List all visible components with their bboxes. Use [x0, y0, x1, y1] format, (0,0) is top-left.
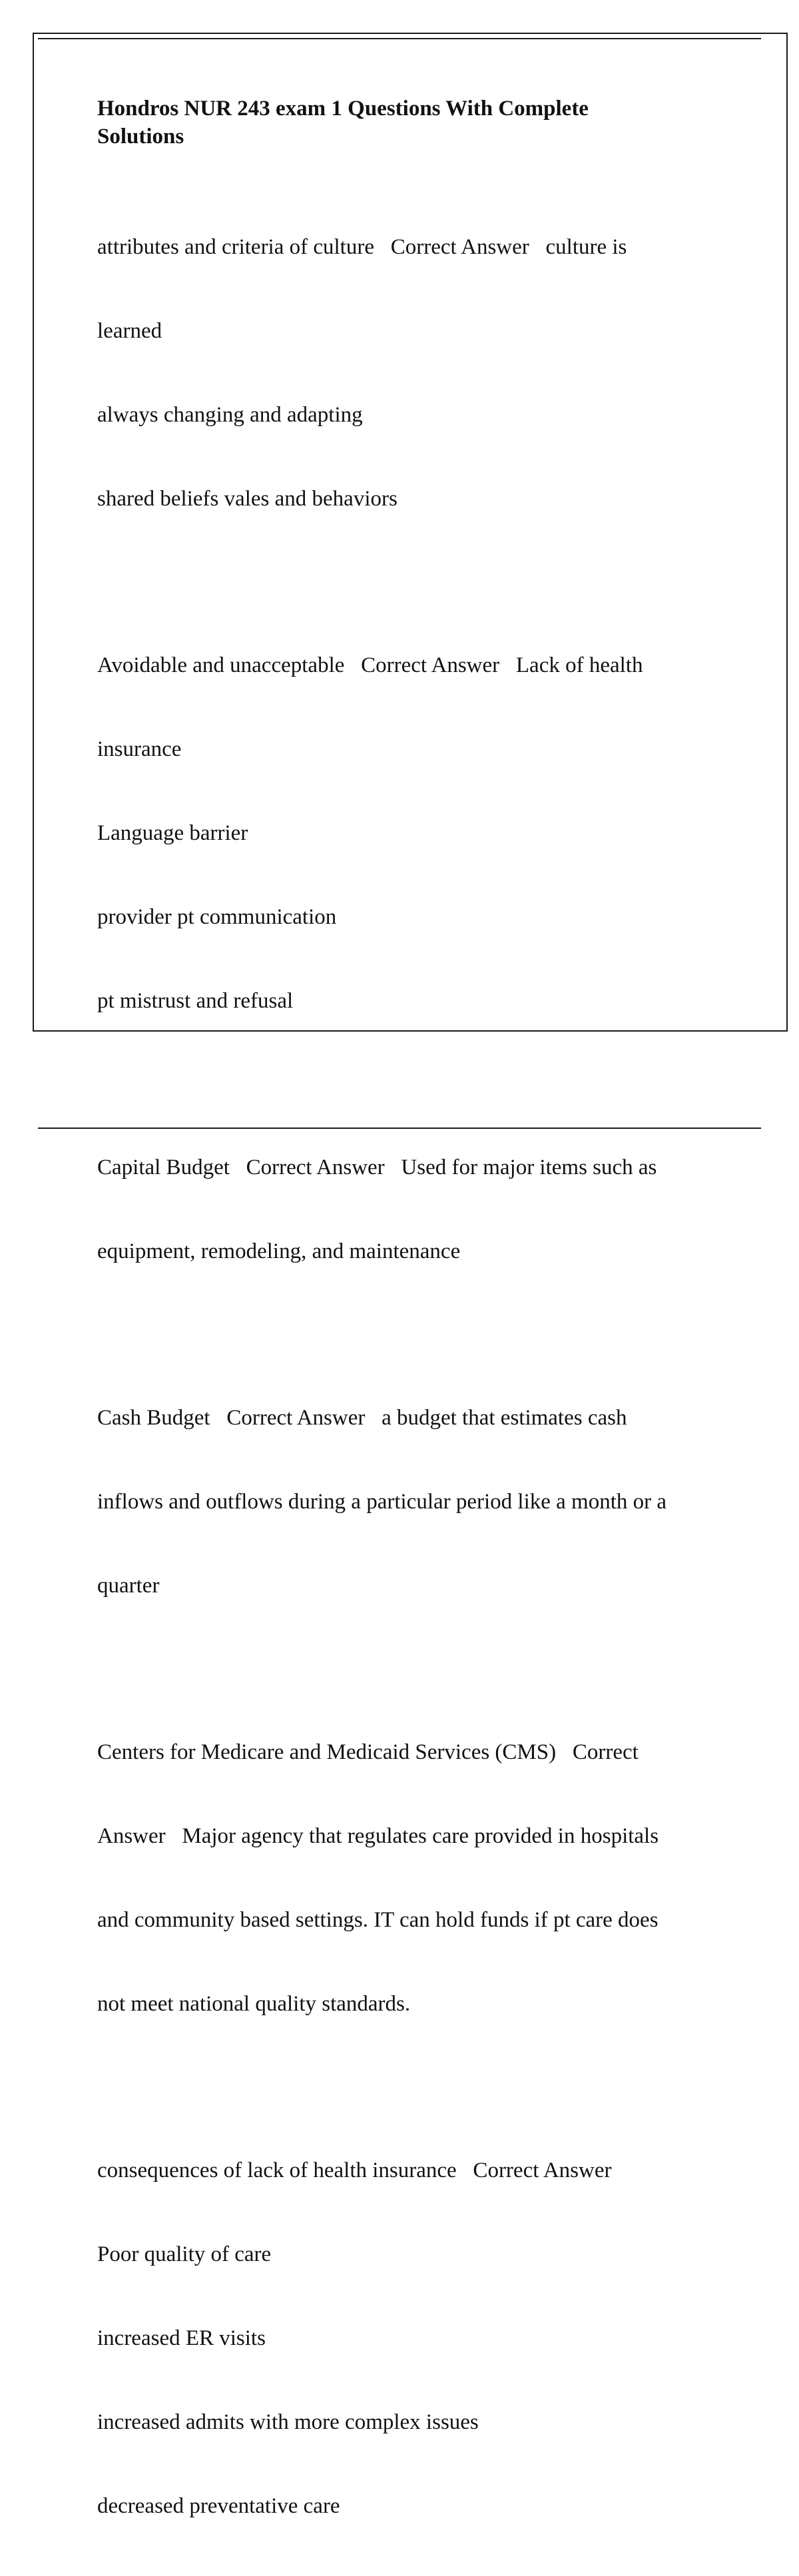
document-title — [97, 95, 730, 151]
qa-text-line: increased admits with more complex issues — [97, 2410, 479, 2434]
qa-text-line: provider pt communication — [97, 905, 337, 929]
qa-entry — [97, 1098, 730, 1321]
qa-text-line: not meet national quality standards. — [97, 1992, 411, 2016]
qa-text-line: Avoidable and unacceptable Correct Answer Lack of health — [97, 653, 643, 677]
document-title-line: Hondros NUR 243 exam 1 Questions With Complete — [97, 97, 589, 121]
qa-text-line: inflows and outflows during a particular period like a month or a — [97, 1490, 667, 1514]
qa-text-line: decreased preventative care — [97, 2494, 340, 2518]
header-rule — [38, 38, 761, 39]
qa-text-line: attributes and criteria of culture Correct Answer culture is — [97, 235, 627, 259]
qa-entry — [97, 595, 730, 1071]
qa-text-line: quarter — [97, 1574, 160, 1598]
qa-text-line: Capital Budget Correct Answer Used for major items such as — [97, 1155, 657, 1179]
qa-text-line: Answer Major agency that regulates care provided in hospitals — [97, 1824, 659, 1848]
qa-text-line: insurance — [97, 737, 182, 761]
qa-text-line: consequences of lack of health insurance Correct Answer — [97, 2158, 612, 2182]
qa-text-line: always changing and adapting — [97, 403, 363, 427]
qa-text-line: learned — [97, 319, 162, 343]
qa-entry — [97, 2100, 730, 2576]
document-body — [97, 95, 730, 2576]
qa-text-line: shared beliefs vales and behaviors — [97, 487, 398, 511]
qa-entry — [97, 177, 730, 569]
qa-text-line: Language barrier — [97, 821, 248, 845]
qa-text-line: pt mistrust and refusal — [97, 989, 294, 1013]
qa-entry — [97, 1682, 730, 2074]
document-title-line: Solutions — [97, 125, 184, 149]
qa-text-line: Poor quality of care — [97, 2242, 272, 2266]
qa-text-line: increased ER visits — [97, 2326, 266, 2350]
qa-text-line: Cash Budget Correct Answer a budget that estimates cash — [97, 1406, 627, 1430]
qa-entry — [97, 1348, 730, 1656]
qa-text-line: and community based settings. IT can hold funds if pt care does — [97, 1908, 659, 1932]
qa-text-line: Centers for Medicare and Medicaid Services (CMS) Correct — [97, 1740, 639, 1764]
qa-text-line: equipment, remodeling, and maintenance — [97, 1239, 461, 1263]
